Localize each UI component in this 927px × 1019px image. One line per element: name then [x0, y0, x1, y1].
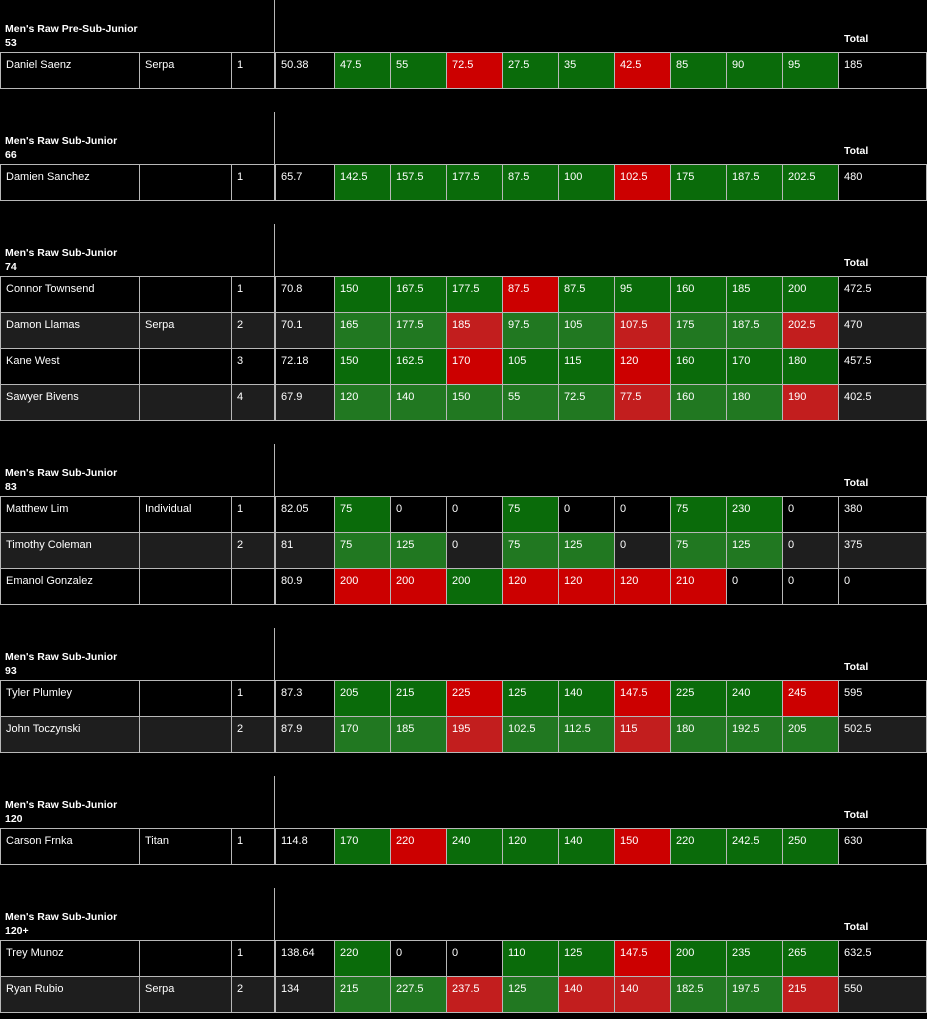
lift-attempt: 180 — [783, 349, 839, 385]
lift-attempt: 72.5 — [559, 385, 615, 421]
athlete-name: Connor Townsend — [0, 277, 140, 313]
bodyweight: 138.64 — [275, 941, 335, 977]
lift-attempt: 0 — [559, 497, 615, 533]
lift-attempt: 187.5 — [727, 313, 783, 349]
lift-attempt: 125 — [391, 533, 447, 569]
lift-attempt: 120 — [503, 569, 559, 605]
athlete-name: Ryan Rubio — [0, 977, 140, 1013]
lift-attempt: 182.5 — [671, 977, 727, 1013]
lift-attempt: 235 — [727, 941, 783, 977]
section-divider-line — [274, 224, 275, 276]
athlete-name: Damien Sanchez — [0, 165, 140, 201]
lift-attempt: 147.5 — [615, 681, 671, 717]
lift-attempt: 205 — [335, 681, 391, 717]
total-value: 632.5 — [839, 941, 927, 977]
section-divider-line — [274, 888, 275, 940]
team-name — [140, 165, 232, 201]
lift-attempt: 195 — [447, 717, 503, 753]
lift-attempt: 150 — [335, 277, 391, 313]
total-value: 470 — [839, 313, 927, 349]
lift-attempt: 87.5 — [559, 277, 615, 313]
lift-attempt: 180 — [671, 717, 727, 753]
lift-attempt: 225 — [447, 681, 503, 717]
lift-attempt: 140 — [559, 829, 615, 865]
section-divider-line — [274, 628, 275, 680]
lift-attempt: 55 — [503, 385, 559, 421]
lift-attempt: 47.5 — [335, 53, 391, 89]
lift-attempt: 220 — [335, 941, 391, 977]
lift-attempt: 75 — [335, 497, 391, 533]
bodyweight: 82.05 — [275, 497, 335, 533]
lift-attempt: 162.5 — [391, 349, 447, 385]
lift-attempt: 220 — [391, 829, 447, 865]
placing: 2 — [232, 977, 275, 1013]
weight-class: 83 — [5, 481, 17, 493]
team-name — [140, 681, 232, 717]
lift-attempt: 150 — [335, 349, 391, 385]
team-name — [140, 569, 232, 605]
team-name: Titan — [140, 829, 232, 865]
section-title — [5, 910, 117, 938]
lift-attempt: 170 — [447, 349, 503, 385]
bodyweight: 80.9 — [275, 569, 335, 605]
total-value: 472.5 — [839, 277, 927, 313]
bodyweight: 65.7 — [275, 165, 335, 201]
lift-attempt: 150 — [615, 829, 671, 865]
lift-attempt: 237.5 — [447, 977, 503, 1013]
lift-attempt: 177.5 — [391, 313, 447, 349]
team-name: Serpa — [140, 53, 232, 89]
lift-attempt: 200 — [335, 569, 391, 605]
lift-attempt: 87.5 — [503, 277, 559, 313]
total-value: 595 — [839, 681, 927, 717]
athlete-name: Sawyer Bivens — [0, 385, 140, 421]
lift-attempt: 185 — [727, 277, 783, 313]
team-name: Individual — [140, 497, 232, 533]
lift-attempt: 202.5 — [783, 313, 839, 349]
lift-attempt: 125 — [503, 681, 559, 717]
division-name: Men's Raw Sub-Junior — [5, 651, 118, 663]
lift-attempt: 185 — [391, 717, 447, 753]
lift-attempt: 240 — [727, 681, 783, 717]
lift-attempt: 230 — [727, 497, 783, 533]
lift-attempt: 177.5 — [447, 165, 503, 201]
lift-attempt: 0 — [783, 533, 839, 569]
lift-attempt: 175 — [671, 313, 727, 349]
athlete-name: Damon Llamas — [0, 313, 140, 349]
lift-attempt: 170 — [727, 349, 783, 385]
division-name: Men's Raw Sub-Junior — [5, 135, 118, 147]
lift-attempt: 165 — [335, 313, 391, 349]
lift-attempt: 110 — [503, 941, 559, 977]
placing: 2 — [232, 313, 275, 349]
lift-attempt: 200 — [783, 277, 839, 313]
lift-attempt: 102.5 — [503, 717, 559, 753]
lift-attempt: 0 — [447, 533, 503, 569]
placing: 4 — [232, 385, 275, 421]
lift-attempt: 120 — [615, 569, 671, 605]
placing: 1 — [232, 497, 275, 533]
lift-attempt: 97.5 — [503, 313, 559, 349]
weight-class: 66 — [5, 149, 17, 161]
division-name: Men's Raw Sub-Junior — [5, 247, 118, 259]
lift-attempt: 0 — [615, 497, 671, 533]
total-column-header: Total — [844, 257, 869, 269]
lift-attempt: 215 — [335, 977, 391, 1013]
placing: 1 — [232, 165, 275, 201]
team-name: Serpa — [140, 977, 232, 1013]
lift-attempt: 125 — [503, 977, 559, 1013]
athlete-name: Kane West — [0, 349, 140, 385]
placing: 1 — [232, 941, 275, 977]
athlete-name: Carson Frnka — [0, 829, 140, 865]
placing: 3 — [232, 349, 275, 385]
lift-attempt: 160 — [671, 349, 727, 385]
lift-attempt: 157.5 — [391, 165, 447, 201]
lift-attempt: 115 — [559, 349, 615, 385]
lift-attempt: 170 — [335, 829, 391, 865]
lift-attempt: 42.5 — [615, 53, 671, 89]
placing: 2 — [232, 717, 275, 753]
lift-attempt: 125 — [727, 533, 783, 569]
placing: 1 — [232, 53, 275, 89]
total-column-header: Total — [844, 921, 869, 933]
lift-attempt: 0 — [783, 569, 839, 605]
lift-attempt: 120 — [335, 385, 391, 421]
lift-attempt: 225 — [671, 681, 727, 717]
lift-attempt: 192.5 — [727, 717, 783, 753]
lift-attempt: 100 — [559, 165, 615, 201]
bodyweight: 134 — [275, 977, 335, 1013]
lift-attempt: 120 — [615, 349, 671, 385]
lift-attempt: 215 — [391, 681, 447, 717]
section-title — [5, 134, 117, 162]
lift-attempt: 190 — [783, 385, 839, 421]
lift-attempt: 242.5 — [727, 829, 783, 865]
total-value: 457.5 — [839, 349, 927, 385]
section-divider-line — [274, 776, 275, 828]
placing: 2 — [232, 533, 275, 569]
lift-attempt: 150 — [447, 385, 503, 421]
team-name — [140, 349, 232, 385]
total-value: 380 — [839, 497, 927, 533]
lift-attempt: 75 — [671, 497, 727, 533]
section-title — [5, 650, 117, 678]
lift-attempt: 0 — [615, 533, 671, 569]
lift-attempt: 77.5 — [615, 385, 671, 421]
lift-attempt: 112.5 — [559, 717, 615, 753]
bodyweight: 72.18 — [275, 349, 335, 385]
total-value: 502.5 — [839, 717, 927, 753]
lift-attempt: 210 — [671, 569, 727, 605]
lift-attempt: 35 — [559, 53, 615, 89]
lift-attempt: 197.5 — [727, 977, 783, 1013]
lift-attempt: 115 — [615, 717, 671, 753]
lift-attempt: 215 — [783, 977, 839, 1013]
team-name — [140, 717, 232, 753]
total-column-header: Total — [844, 477, 869, 489]
placing: 1 — [232, 829, 275, 865]
lift-attempt: 220 — [671, 829, 727, 865]
lift-attempt: 160 — [671, 385, 727, 421]
weight-class: 53 — [5, 37, 17, 49]
total-value: 375 — [839, 533, 927, 569]
athlete-name: Matthew Lim — [0, 497, 140, 533]
total-value: 550 — [839, 977, 927, 1013]
section-divider-line — [274, 112, 275, 164]
athlete-name: John Toczynski — [0, 717, 140, 753]
lift-attempt: 120 — [503, 829, 559, 865]
bodyweight: 67.9 — [275, 385, 335, 421]
lift-attempt: 95 — [615, 277, 671, 313]
section-title — [5, 246, 117, 274]
lift-attempt: 75 — [335, 533, 391, 569]
lift-attempt: 160 — [671, 277, 727, 313]
section-title — [5, 798, 117, 826]
lift-attempt: 250 — [783, 829, 839, 865]
division-name: Men's Raw Sub-Junior — [5, 911, 118, 923]
lift-attempt: 227.5 — [391, 977, 447, 1013]
lift-attempt: 140 — [391, 385, 447, 421]
lift-attempt: 202.5 — [783, 165, 839, 201]
athlete-name: Trey Munoz — [0, 941, 140, 977]
bodyweight: 87.3 — [275, 681, 335, 717]
athlete-name: Tyler Plumley — [0, 681, 140, 717]
bodyweight: 50.38 — [275, 53, 335, 89]
placing — [232, 569, 275, 605]
lift-attempt: 140 — [559, 681, 615, 717]
lift-attempt: 0 — [447, 497, 503, 533]
division-name: Men's Raw Pre-Sub-Junior — [5, 23, 138, 35]
total-column-header: Total — [844, 33, 869, 45]
lift-attempt: 90 — [727, 53, 783, 89]
team-name — [140, 385, 232, 421]
lift-attempt: 0 — [391, 497, 447, 533]
section-title — [5, 22, 138, 50]
lift-attempt: 75 — [503, 533, 559, 569]
total-column-header: Total — [844, 809, 869, 821]
lift-attempt: 72.5 — [447, 53, 503, 89]
division-name: Men's Raw Sub-Junior — [5, 799, 118, 811]
lift-attempt: 175 — [671, 165, 727, 201]
lift-attempt: 0 — [727, 569, 783, 605]
lift-attempt: 185 — [447, 313, 503, 349]
lift-attempt: 120 — [559, 569, 615, 605]
lift-attempt: 140 — [615, 977, 671, 1013]
total-value: 630 — [839, 829, 927, 865]
section-title — [5, 466, 117, 494]
total-value: 0 — [839, 569, 927, 605]
lift-attempt: 95 — [783, 53, 839, 89]
lift-attempt: 177.5 — [447, 277, 503, 313]
total-value: 185 — [839, 53, 927, 89]
placing: 1 — [232, 681, 275, 717]
lift-attempt: 75 — [671, 533, 727, 569]
athlete-name: Timothy Coleman — [0, 533, 140, 569]
total-column-header: Total — [844, 145, 869, 157]
total-value: 402.5 — [839, 385, 927, 421]
lift-attempt: 147.5 — [615, 941, 671, 977]
weight-class: 120 — [5, 813, 23, 825]
lift-attempt: 105 — [559, 313, 615, 349]
lift-attempt: 240 — [447, 829, 503, 865]
team-name — [140, 941, 232, 977]
lift-attempt: 55 — [391, 53, 447, 89]
team-name: Serpa — [140, 313, 232, 349]
lift-attempt: 187.5 — [727, 165, 783, 201]
lift-attempt: 167.5 — [391, 277, 447, 313]
lift-attempt: 75 — [503, 497, 559, 533]
bodyweight: 81 — [275, 533, 335, 569]
bodyweight: 114.8 — [275, 829, 335, 865]
lift-attempt: 142.5 — [335, 165, 391, 201]
lift-attempt: 200 — [391, 569, 447, 605]
lift-attempt: 125 — [559, 941, 615, 977]
section-divider-line — [274, 444, 275, 496]
lift-attempt: 200 — [671, 941, 727, 977]
lift-attempt: 170 — [335, 717, 391, 753]
lift-attempt: 107.5 — [615, 313, 671, 349]
lift-attempt: 265 — [783, 941, 839, 977]
lift-attempt: 87.5 — [503, 165, 559, 201]
lift-attempt: 0 — [447, 941, 503, 977]
weight-class: 93 — [5, 665, 17, 677]
lift-attempt: 200 — [447, 569, 503, 605]
bodyweight: 87.9 — [275, 717, 335, 753]
athlete-name: Daniel Saenz — [0, 53, 140, 89]
lift-attempt: 0 — [391, 941, 447, 977]
lift-attempt: 102.5 — [615, 165, 671, 201]
weight-class: 120+ — [5, 925, 29, 937]
team-name — [140, 533, 232, 569]
lift-attempt: 27.5 — [503, 53, 559, 89]
team-name — [140, 277, 232, 313]
total-value: 480 — [839, 165, 927, 201]
lift-attempt: 205 — [783, 717, 839, 753]
lift-attempt: 105 — [503, 349, 559, 385]
lift-attempt: 245 — [783, 681, 839, 717]
lift-attempt: 85 — [671, 53, 727, 89]
division-name: Men's Raw Sub-Junior — [5, 467, 118, 479]
bodyweight: 70.1 — [275, 313, 335, 349]
total-column-header: Total — [844, 661, 869, 673]
placing: 1 — [232, 277, 275, 313]
athlete-name: Emanol Gonzalez — [0, 569, 140, 605]
lift-attempt: 180 — [727, 385, 783, 421]
lift-attempt: 125 — [559, 533, 615, 569]
lift-attempt: 140 — [559, 977, 615, 1013]
section-divider-line — [274, 0, 275, 52]
lift-attempt: 0 — [783, 497, 839, 533]
weight-class: 74 — [5, 261, 17, 273]
bodyweight: 70.8 — [275, 277, 335, 313]
